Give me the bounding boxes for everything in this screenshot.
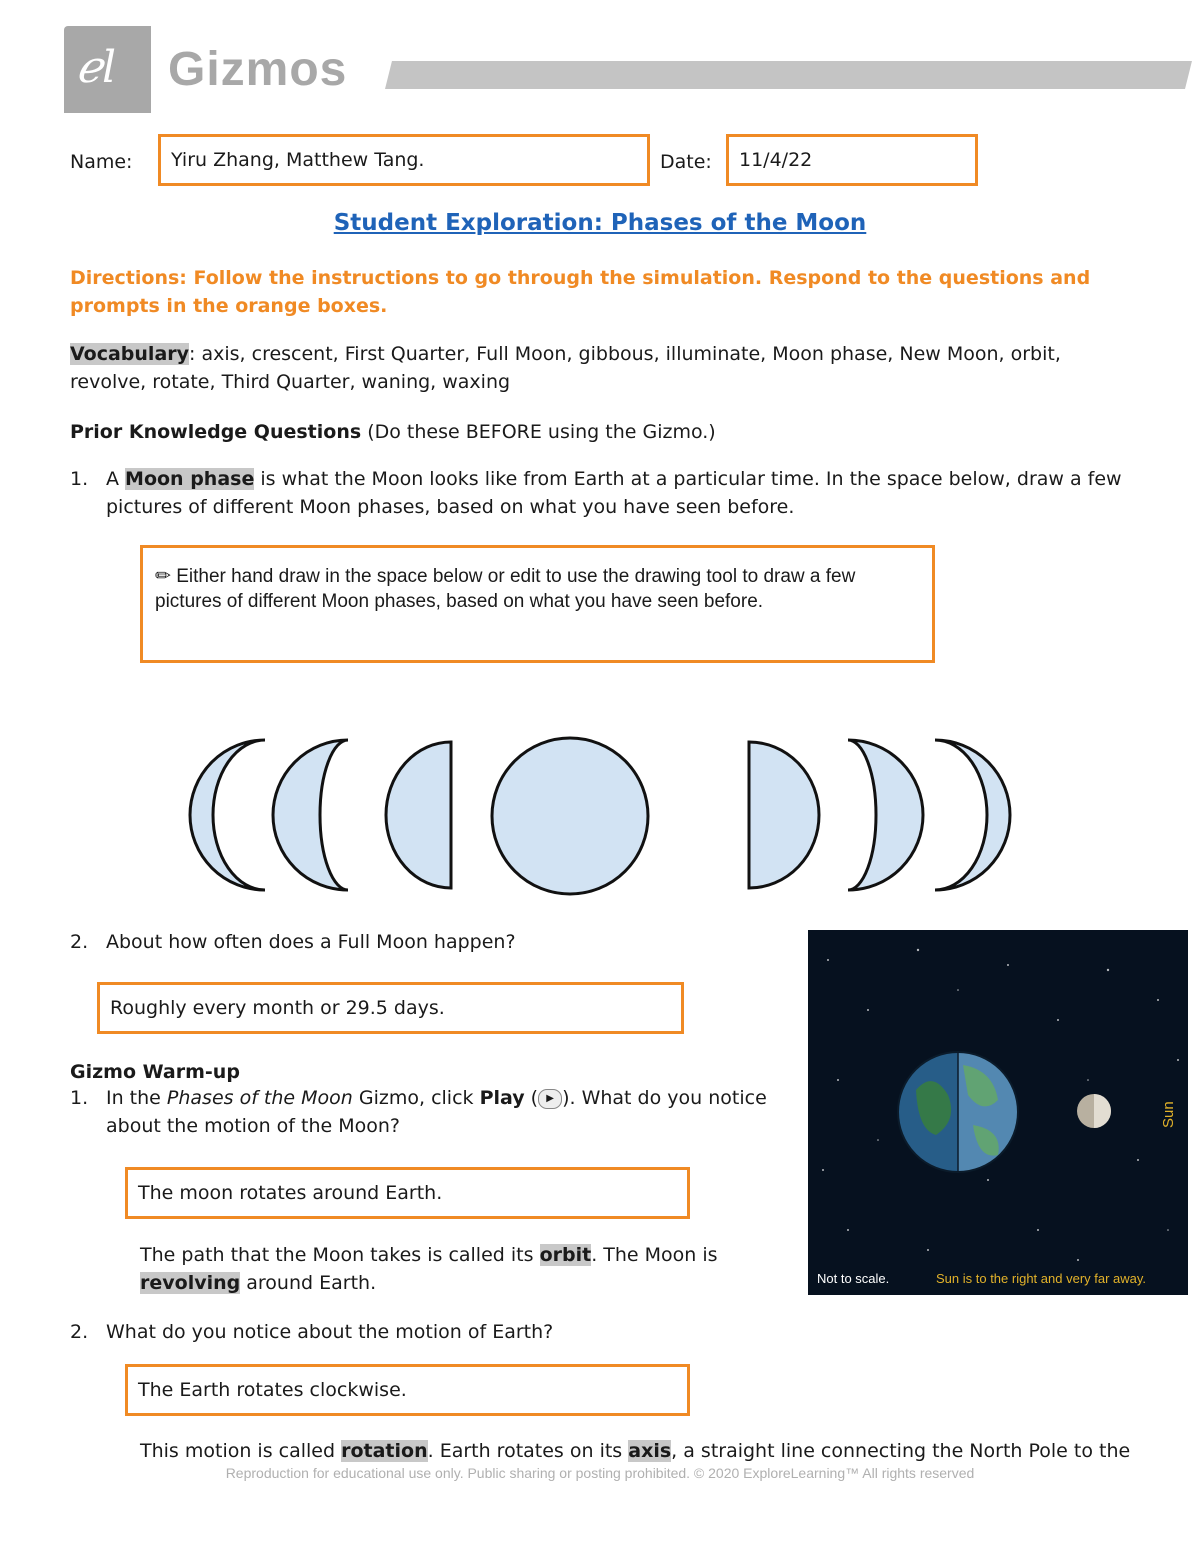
right-crescent-drawing [848, 740, 923, 890]
waning-crescent-drawing [190, 740, 265, 890]
warmup-question-1 [70, 1084, 770, 1140]
full-moon-answer-box[interactable] [97, 982, 684, 1034]
footer-copyright: Reproduction for educational use only. Public sharing or posting prohibited. © 2020 ExploreLearning™ All rights reserved [225, 1465, 975, 1481]
page-title[interactable]: Student Exploration: Phases of the Moon [333, 210, 867, 236]
w1-text-mid: Gizmo, click [352, 1087, 480, 1109]
full-moon-drawing [492, 738, 648, 894]
name-field[interactable] [158, 134, 650, 186]
play-label: Play [479, 1087, 525, 1109]
name-label: Name: [70, 151, 133, 173]
w1-paren: ( [524, 1087, 539, 1109]
moon-motion-answer: The moon rotates around Earth. [138, 1182, 443, 1204]
term-rotation: rotation [341, 1440, 428, 1462]
space-scene [808, 930, 1188, 1295]
q1-text-post: is what the Moon looks like from Earth at a particular time. In the space below, draw a few pictures of different Moon phases, based on what you have seen before. [106, 468, 1122, 518]
orbit-text-pre: The path that the Moon takes is called its [140, 1244, 540, 1266]
question-number: 2. [70, 931, 89, 953]
header-bar [385, 61, 1192, 89]
earth-motion-answer-box[interactable] [125, 1364, 690, 1416]
date-value: 11/4/22 [739, 149, 813, 171]
right-thin-crescent-drawing [935, 740, 1010, 890]
moon-in-gizmo [1077, 1094, 1111, 1128]
quarter-drawing [386, 742, 451, 888]
full-moon-answer: Roughly every month or 29.5 days. [110, 997, 445, 1019]
term-axis: axis [628, 1440, 672, 1462]
w1-text-pre: In the [106, 1087, 167, 1109]
vocabulary-text: : axis, crescent, First Quarter, Full Moon, gibbous, illuminate, Moon phase, New Moon, orbit, revolve, rotate, Third Quarter, waning, waxing [70, 343, 1061, 393]
orbit-text-post: around Earth. [240, 1272, 377, 1294]
question-number: 1. [70, 468, 89, 490]
earth-motion-answer: The Earth rotates clockwise. [138, 1379, 407, 1401]
moon-motion-answer-box[interactable] [125, 1167, 690, 1219]
warmup-heading: Gizmo Warm-up [70, 1061, 240, 1083]
w1-text-post: ). What do you notice about the motion of the Moon? [106, 1087, 767, 1137]
gizmo-simulation-image [808, 930, 1188, 1295]
date-field[interactable] [726, 134, 978, 186]
crescent-drawing [273, 740, 348, 890]
w2-text: What do you notice about the motion of Earth? [106, 1321, 554, 1343]
sun-distance-note: Sun is to the right and very far away. [936, 1271, 1147, 1286]
question-number: 2. [70, 1321, 89, 1343]
prior-heading-note: (Do these BEFORE using the Gizmo.) [361, 421, 716, 443]
gizmo-name: Phases of the Moon [166, 1087, 353, 1109]
q1-text-pre: A [106, 468, 126, 490]
orbit-explanation [140, 1241, 780, 1297]
sun-label: Sun [1160, 1101, 1177, 1128]
date-label: Date: [660, 151, 712, 173]
term-orbit: orbit [539, 1244, 592, 1266]
logo-text: Gizmos [168, 43, 348, 96]
directions: Directions: Follow the instructions to go through the simulation. Respond to the questions and prompts in the orange boxes. [70, 267, 1091, 317]
term-moon-phase: Moon phase [125, 468, 255, 490]
scale-note: Not to scale. [817, 1271, 890, 1286]
rot-text-mid: . Earth rotates on its [427, 1440, 629, 1462]
play-icon[interactable]: ▶ [538, 1089, 562, 1109]
rot-text-post: , a straight line connecting the North Pole to the [671, 1440, 1131, 1462]
question-number: 1. [70, 1087, 89, 1109]
q2-text: About how often does a Full Moon happen? [106, 931, 516, 953]
prior-heading-title: Prior Knowledge Questions [70, 421, 362, 443]
rot-text-pre: This motion is called [140, 1440, 342, 1462]
warmup-question-2 [70, 1318, 1130, 1346]
prior-heading [70, 418, 1130, 446]
prior-question-1 [70, 465, 1130, 521]
vocabulary-label: Vocabulary [70, 343, 190, 365]
drawing-answer-box[interactable] [140, 545, 935, 663]
right-quarter-drawing [749, 742, 819, 888]
moon-phase-drawings [180, 728, 1020, 898]
logo-mark: ℯl [76, 42, 117, 93]
name-value: Yiru Zhang, Matthew Tang. [171, 149, 425, 171]
orbit-text-mid: . The Moon is [591, 1244, 718, 1266]
rotation-explanation [140, 1437, 1140, 1465]
vocabulary [70, 340, 1130, 396]
term-revolving: revolving [140, 1272, 241, 1294]
drawing-instructions: ✏ Either hand draw in the space below or edit to use the drawing tool to draw a few pictures of different Moon phases, based on what you have seen before. [155, 566, 856, 612]
